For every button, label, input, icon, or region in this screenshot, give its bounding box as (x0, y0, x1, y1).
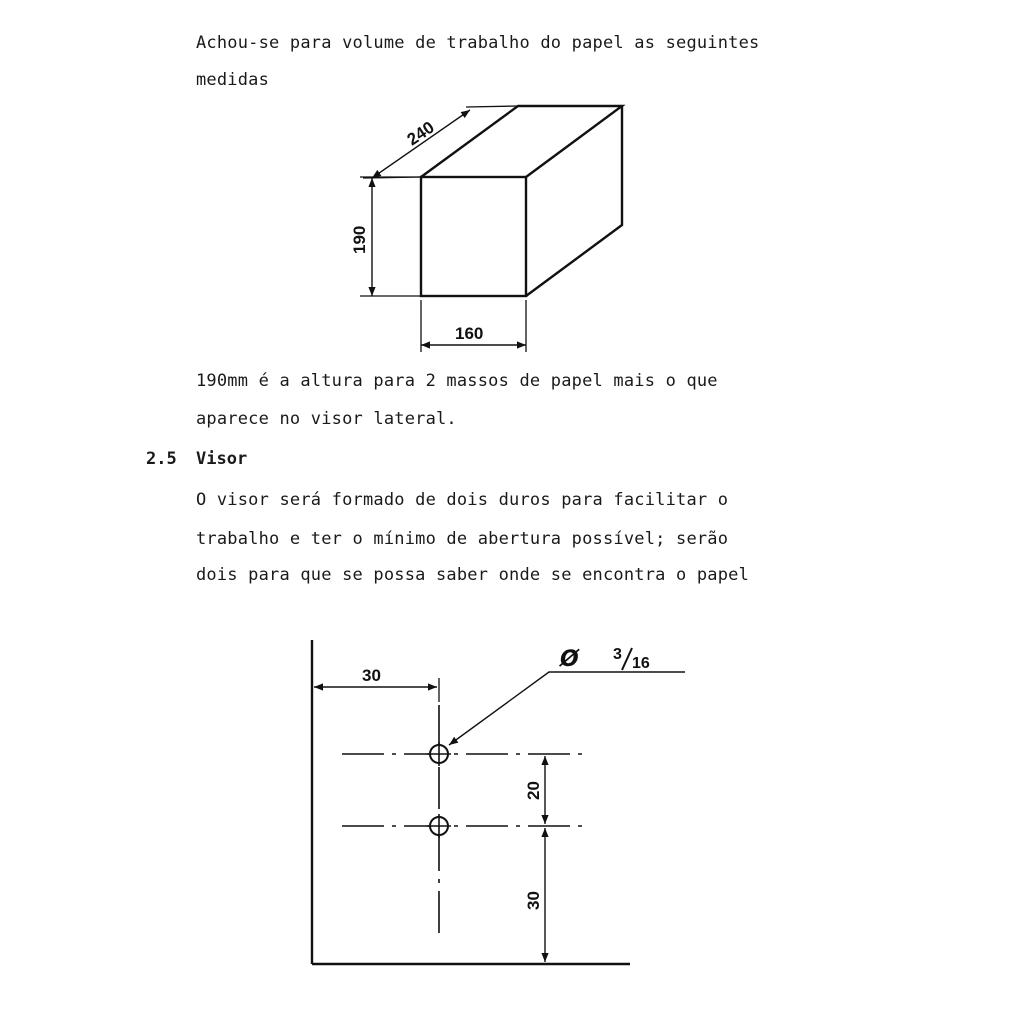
center-lines (342, 705, 590, 940)
width-label: 160 (455, 324, 484, 343)
diameter-leader-line (449, 672, 685, 745)
diameter-symbol: Ø (560, 647, 579, 672)
diameter-numerator: 3 (613, 646, 622, 663)
diameter-denominator: 16 (632, 655, 650, 672)
section-title: Visor (196, 449, 248, 469)
intro-line-2: medidas (196, 70, 270, 90)
section-number: 2.5 (146, 449, 177, 469)
fraction-slash (622, 648, 632, 670)
height-label: 190 (350, 225, 369, 254)
spacing-dimension-label: 20 (524, 781, 543, 800)
section-line-3: dois para que se possa saber onde se encontra o papel (196, 565, 750, 585)
depth-label: 240 (403, 117, 438, 150)
visor-extension-lines (439, 678, 545, 754)
section-line-1: O visor será formado de dois duros para facilitar o (196, 490, 729, 510)
section-line-2: trabalho e ter o mínimo de abertura possível; serão (196, 529, 729, 549)
bottom-dimension-label: 30 (524, 891, 543, 910)
intro-line-1: Achou-se para volume de trabalho do papel as seguintes (196, 33, 760, 53)
horizontal-dimension-label: 30 (362, 666, 381, 685)
visor-plate-edges (312, 640, 630, 964)
after-box-line-1: 190mm é a altura para 2 massos de papel mais o que (196, 371, 718, 391)
after-box-line-2: aparece no visor lateral. (196, 409, 457, 429)
